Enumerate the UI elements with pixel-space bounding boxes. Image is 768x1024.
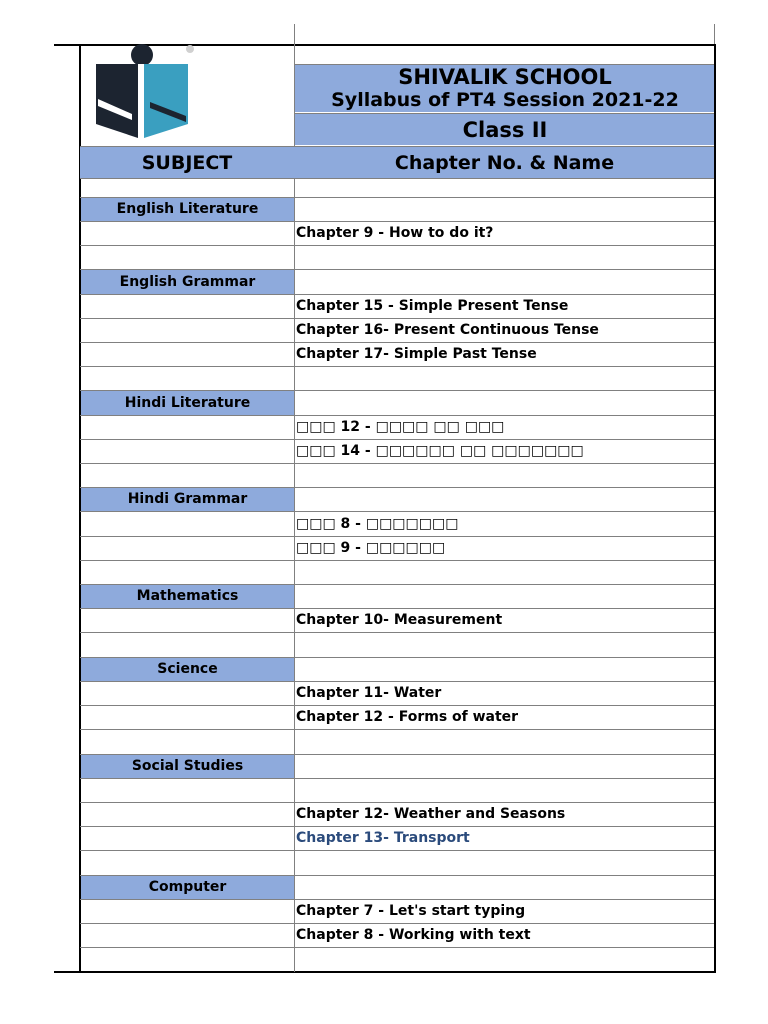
column-header-chapter: Chapter No. & Name [394, 152, 615, 174]
chapter-item: Chapter 13- Transport [296, 830, 470, 846]
syllabus-title: Syllabus of PT4 Session 2021-22 [331, 89, 679, 111]
chapter-item: □□□ 14 - □□□□□□ □□ □□□□□□□ [296, 443, 584, 459]
class-title: Class II [462, 118, 548, 142]
chapter-item: □□□ 9 - □□□□□□ [296, 540, 446, 556]
subject-hindi-grammar: Hindi Grammar [127, 491, 248, 507]
chapter-item: □□□ 8 - □□□□□□□ [296, 516, 459, 532]
school-name: SHIVALIK SCHOOL [398, 65, 612, 89]
frame-bottom [54, 971, 716, 973]
header-rule-2 [295, 113, 714, 114]
school-logo [92, 44, 196, 144]
column-header-subject: SUBJECT [141, 152, 233, 174]
chapter-item: Chapter 17- Simple Past Tense [296, 346, 537, 362]
chapter-item: Chapter 12 - Forms of water [296, 709, 519, 725]
subject-mathematics: Mathematics [136, 588, 239, 604]
chapter-item: □□□ 12 - □□□□ □□ □□□ [296, 419, 505, 435]
top-right-stub [714, 24, 715, 44]
chapter-item: Chapter 7 - Let's start typing [296, 903, 526, 919]
header-rule-3 [80, 146, 714, 147]
chapter-item: Chapter 12- Weather and Seasons [296, 806, 566, 822]
chapter-item: Chapter 10- Measurement [296, 612, 503, 628]
subject-computer: Computer [148, 879, 227, 895]
subject-hindi-literature: Hindi Literature [124, 395, 251, 411]
chapter-item: Chapter 8 - Working with text [296, 927, 531, 943]
subject-english-grammar: English Grammar [119, 274, 256, 290]
chapter-item: Chapter 16- Present Continuous Tense [296, 322, 599, 338]
header-rule-4 [80, 178, 714, 179]
subject-social-studies: Social Studies [131, 758, 244, 774]
frame-right [714, 44, 716, 973]
subject-english-literature: English Literature [116, 201, 259, 217]
subject-science: Science [157, 661, 218, 677]
chapter-item: Chapter 15 - Simple Present Tense [296, 298, 569, 314]
chapter-item: Chapter 11- Water [296, 685, 442, 701]
chapter-item: Chapter 9 - How to do it? [296, 225, 494, 241]
